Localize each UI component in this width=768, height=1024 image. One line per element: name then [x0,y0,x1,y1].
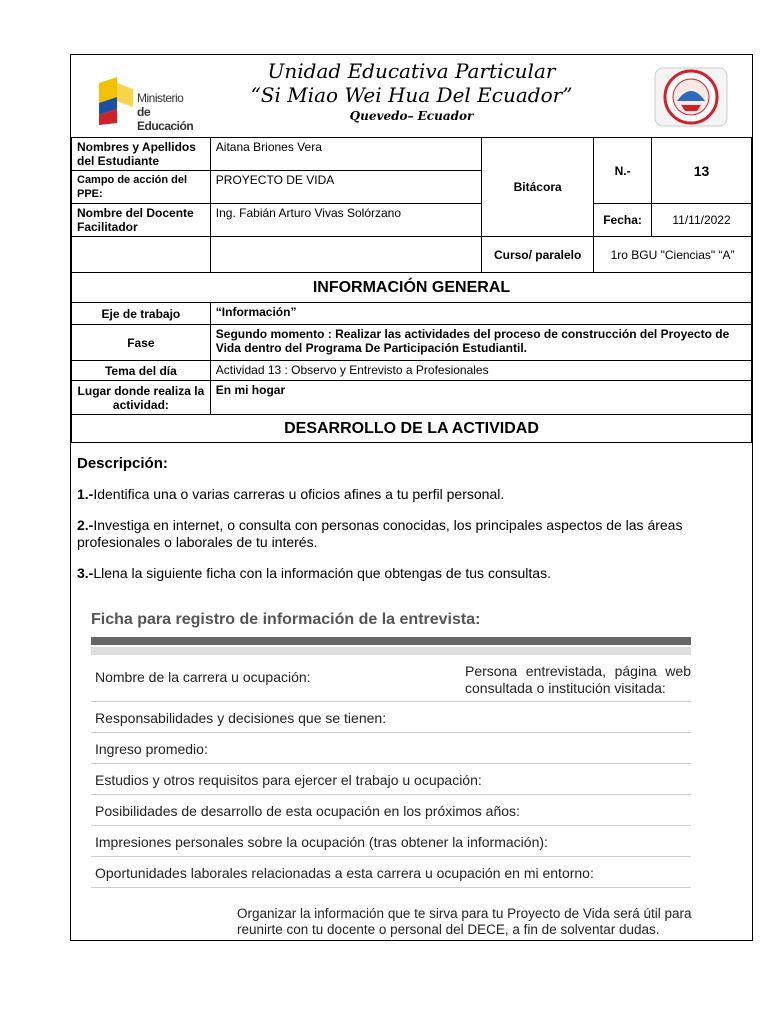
ficha-row: Posibilidades de desarrollo de esta ocupación en los próximos años: [91,795,691,826]
curso-label: Curso/ paralelo [482,237,594,273]
lugar-value: En mi hogar [210,381,751,415]
eje-label: Eje de trabajo [72,303,211,325]
campo-label: Campo de acción del PPE: [72,171,211,204]
empty-cell [72,237,211,273]
ficha-note: Organizar la información que te sirva para tu Proyecto de Vida será útil para reunirte con tu docente o personal del DECE, a fin de solventar dudas. [237,906,692,937]
document-frame [70,54,753,941]
description-item: 2.-Investiga en internet, o consulta con personas conocidas, los principales aspectos de las áreas profesionales o laborales de tu interés. [77,517,683,550]
bitacora-label: Bitácora [482,138,594,237]
curso-value: 1ro BGU "Ciencias" “A” [594,237,752,273]
document-header [71,55,752,137]
tema-label: Tema del día [72,361,211,381]
activity-description [77,455,747,596]
school-name: Unidad Educativa Particular [267,59,556,83]
campo-value: PROYECTO DE VIDA [210,171,481,204]
ficha-first-left: Nombre de la carrera u ocupación: [95,669,311,685]
description-item: 3.-Llena la siguiente ficha con la información que obtengas de tus consultas. [77,565,551,581]
ficha-row: Oportunidades laborales relacionadas a esta carrera u ocupación en mi entorno: [91,857,691,888]
info-table [71,137,752,443]
n-value: 13 [652,138,752,204]
ficha-row: Responsabilidades y decisiones que se tienen: [91,702,691,733]
ficha-bar [91,637,691,645]
fase-label: Fase [72,325,211,361]
fase-value: Segundo momento : Realizar las actividades del proceso de construcción del Proyecto de Vida dentro del Programa De Participación Estudiantil. [210,325,751,361]
ficha-row [91,661,691,702]
ficha-row: Estudios y otros requisitos para ejercer el trabajo u ocupación: [91,764,691,795]
ficha-title: Ficha para registro de información de la entrevista: [91,611,481,628]
description-item: 1.-Identifica una o varias carreras u oficios afines a tu perfil personal. [77,486,505,502]
logo-text-1: Ministerio [137,91,184,105]
school-seal-icon [653,67,729,127]
nombres-label: Nombres y Apellidos del Estudiante [72,138,211,171]
ficha-first-right: Persona entrevistada, página web consultada o institución visitada: [465,663,691,696]
logo-text-2: de Educación [137,105,194,133]
ficha-bar [91,647,691,655]
interview-form [91,611,691,938]
school-subname: “Si Miao Wei Hua Del Ecuador” [250,83,573,107]
nombres-value: Aitana Briones Vera [210,138,481,171]
tema-value: Actividad 13 : Observo y Entrevisto a Profesionales [210,361,751,381]
descripcion-label: Descripción: [77,455,168,472]
empty-cell [210,237,481,273]
lugar-label: Lugar donde realiza la actividad: [72,381,211,415]
desarrollo-title: DESARROLLO DE LA ACTIVIDAD [72,415,752,443]
docente-label: Nombre del Docente Facilitador [72,204,211,237]
fecha-value: 11/11/2022 [652,204,752,237]
docente-value: Ing. Fabián Arturo Vivas Solórzano [210,204,481,237]
eje-value: “Información” [210,303,751,325]
school-location: Quevedo– Ecuador [349,109,474,123]
ficha-row: Ingreso promedio: [91,733,691,764]
ficha-row: Impresiones personales sobre la ocupación (tras obtener la información): [91,826,691,857]
informacion-general-title: INFORMACIÓN GENERAL [72,273,752,303]
fecha-label: Fecha: [594,204,652,237]
n-label: N.- [594,138,652,204]
